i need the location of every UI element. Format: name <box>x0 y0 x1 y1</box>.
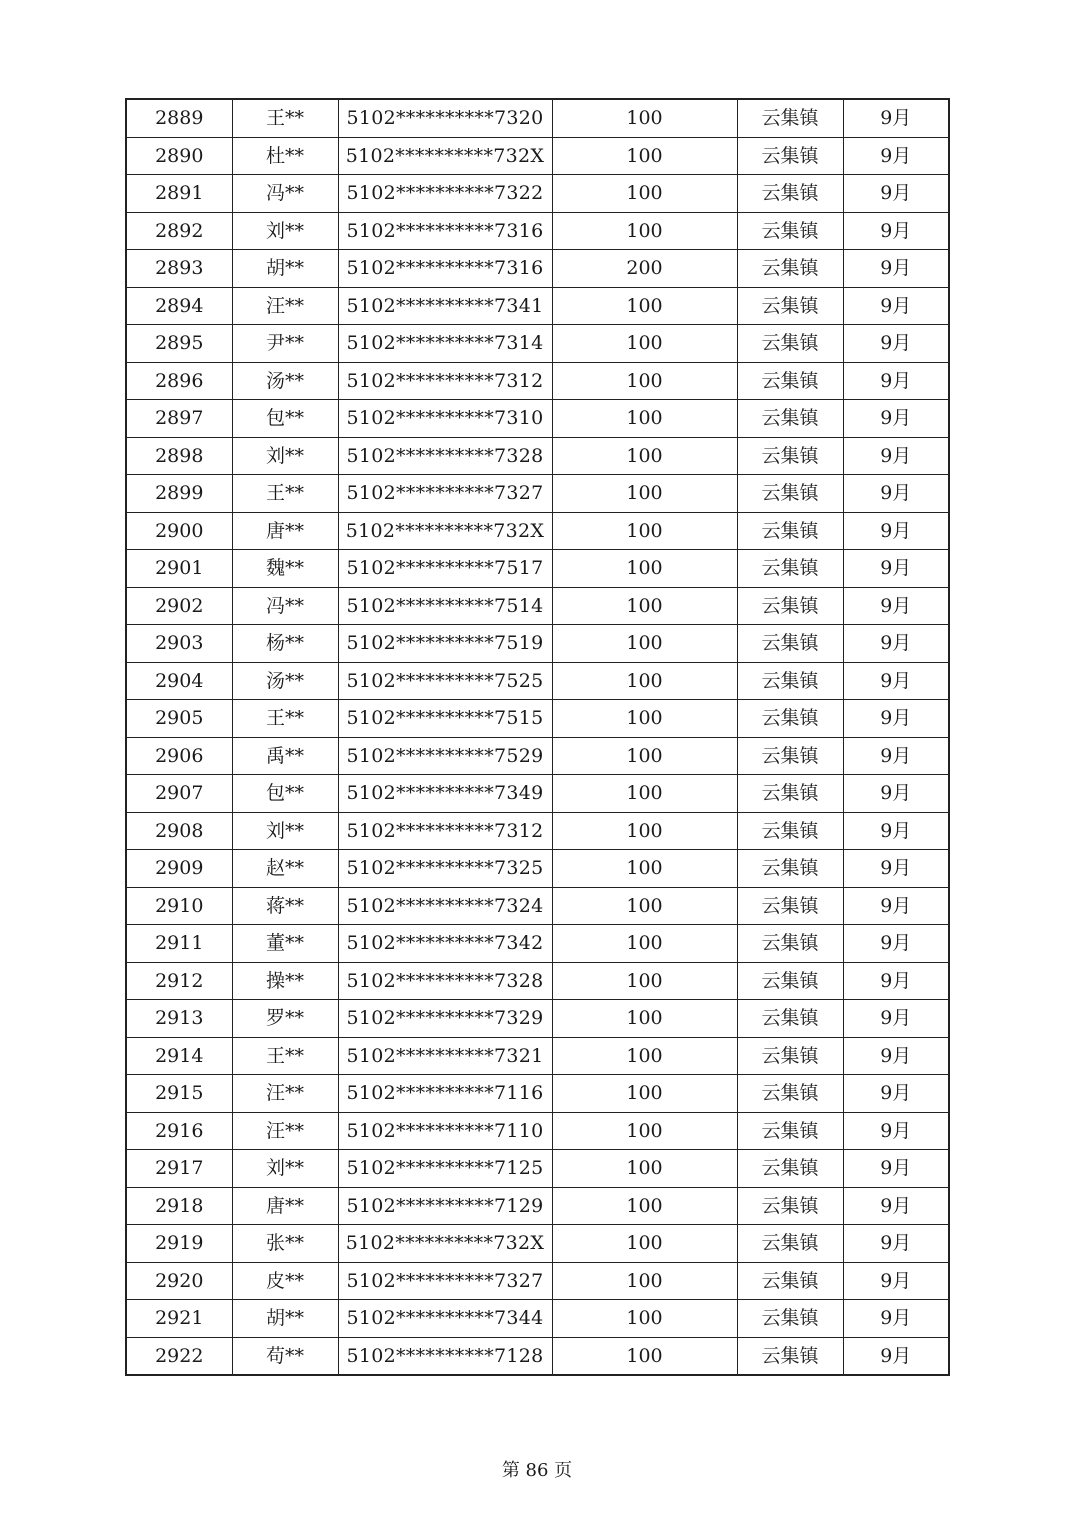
month-cell: 9月 <box>843 1112 949 1150</box>
amount-cell: 100 <box>552 850 737 888</box>
table-row <box>126 1337 949 1375</box>
table-row <box>126 962 949 1000</box>
month-cell: 9月 <box>843 1262 949 1300</box>
month-cell: 9月 <box>843 1225 949 1263</box>
amount-cell: 100 <box>552 1075 737 1113</box>
table-row <box>126 250 949 288</box>
id-number-cell: 5102**********732X <box>338 512 552 550</box>
table-row <box>126 1075 949 1113</box>
serial-number-cell: 2908 <box>126 812 232 850</box>
id-number-cell: 5102**********7514 <box>338 587 552 625</box>
id-number-cell: 5102**********7517 <box>338 550 552 588</box>
town-cell: 云集镇 <box>737 287 843 325</box>
id-number-cell: 5102**********7320 <box>338 99 552 137</box>
serial-number-cell: 2909 <box>126 850 232 888</box>
serial-number-cell: 2889 <box>126 99 232 137</box>
name-cell: 苟** <box>232 1337 338 1375</box>
town-cell: 云集镇 <box>737 325 843 363</box>
amount-cell: 100 <box>552 212 737 250</box>
table-row <box>126 325 949 363</box>
serial-number-cell: 2912 <box>126 962 232 1000</box>
town-cell: 云集镇 <box>737 1300 843 1338</box>
town-cell: 云集镇 <box>737 587 843 625</box>
town-cell: 云集镇 <box>737 400 843 438</box>
roster-table-body <box>126 99 949 1375</box>
table-row <box>126 587 949 625</box>
amount-cell: 100 <box>552 1262 737 1300</box>
serial-number-cell: 2890 <box>126 137 232 175</box>
amount-cell: 100 <box>552 400 737 438</box>
town-cell: 云集镇 <box>737 1000 843 1038</box>
town-cell: 云集镇 <box>737 99 843 137</box>
town-cell: 云集镇 <box>737 512 843 550</box>
amount-cell: 100 <box>552 512 737 550</box>
month-cell: 9月 <box>843 175 949 213</box>
town-cell: 云集镇 <box>737 362 843 400</box>
serial-number-cell: 2893 <box>126 250 232 288</box>
name-cell: 胡** <box>232 1300 338 1338</box>
month-cell: 9月 <box>843 400 949 438</box>
serial-number-cell: 2918 <box>126 1187 232 1225</box>
town-cell: 云集镇 <box>737 137 843 175</box>
town-cell: 云集镇 <box>737 925 843 963</box>
id-number-cell: 5102**********7322 <box>338 175 552 213</box>
serial-number-cell: 2894 <box>126 287 232 325</box>
table-row <box>126 437 949 475</box>
town-cell: 云集镇 <box>737 1075 843 1113</box>
month-cell: 9月 <box>843 1300 949 1338</box>
amount-cell: 100 <box>552 287 737 325</box>
serial-number-cell: 2891 <box>126 175 232 213</box>
amount-cell: 200 <box>552 250 737 288</box>
town-cell: 云集镇 <box>737 775 843 813</box>
table-row <box>126 737 949 775</box>
amount-cell: 100 <box>552 99 737 137</box>
serial-number-cell: 2911 <box>126 925 232 963</box>
name-cell: 罗** <box>232 1000 338 1038</box>
table-row <box>126 700 949 738</box>
month-cell: 9月 <box>843 512 949 550</box>
table-row <box>126 550 949 588</box>
name-cell: 尹** <box>232 325 338 363</box>
table-row <box>126 175 949 213</box>
town-cell: 云集镇 <box>737 1337 843 1375</box>
table-row <box>126 1187 949 1225</box>
town-cell: 云集镇 <box>737 250 843 288</box>
table-row <box>126 625 949 663</box>
name-cell: 汪** <box>232 1112 338 1150</box>
id-number-cell: 5102**********7128 <box>338 1337 552 1375</box>
month-cell: 9月 <box>843 1187 949 1225</box>
name-cell: 汪** <box>232 287 338 325</box>
table-row <box>126 400 949 438</box>
month-cell: 9月 <box>843 137 949 175</box>
name-cell: 皮** <box>232 1262 338 1300</box>
amount-cell: 100 <box>552 550 737 588</box>
table-row <box>126 99 949 137</box>
town-cell: 云集镇 <box>737 1225 843 1263</box>
town-cell: 云集镇 <box>737 212 843 250</box>
table-row <box>126 812 949 850</box>
amount-cell: 100 <box>552 475 737 513</box>
month-cell: 9月 <box>843 250 949 288</box>
serial-number-cell: 2892 <box>126 212 232 250</box>
month-cell: 9月 <box>843 662 949 700</box>
town-cell: 云集镇 <box>737 437 843 475</box>
month-cell: 9月 <box>843 362 949 400</box>
amount-cell: 100 <box>552 887 737 925</box>
amount-cell: 100 <box>552 775 737 813</box>
town-cell: 云集镇 <box>737 1262 843 1300</box>
table-row <box>126 1150 949 1188</box>
amount-cell: 100 <box>552 625 737 663</box>
name-cell: 禹** <box>232 737 338 775</box>
id-number-cell: 5102**********7519 <box>338 625 552 663</box>
amount-cell: 100 <box>552 700 737 738</box>
amount-cell: 100 <box>552 962 737 1000</box>
amount-cell: 100 <box>552 1337 737 1375</box>
town-cell: 云集镇 <box>737 812 843 850</box>
month-cell: 9月 <box>843 325 949 363</box>
month-cell: 9月 <box>843 1075 949 1113</box>
serial-number-cell: 2921 <box>126 1300 232 1338</box>
serial-number-cell: 2919 <box>126 1225 232 1263</box>
amount-cell: 100 <box>552 175 737 213</box>
id-number-cell: 5102**********7116 <box>338 1075 552 1113</box>
serial-number-cell: 2898 <box>126 437 232 475</box>
amount-cell: 100 <box>552 1187 737 1225</box>
name-cell: 包** <box>232 400 338 438</box>
town-cell: 云集镇 <box>737 1150 843 1188</box>
amount-cell: 100 <box>552 1300 737 1338</box>
name-cell: 汪** <box>232 1075 338 1113</box>
month-cell: 9月 <box>843 1000 949 1038</box>
name-cell: 唐** <box>232 512 338 550</box>
name-cell: 赵** <box>232 850 338 888</box>
serial-number-cell: 2901 <box>126 550 232 588</box>
month-cell: 9月 <box>843 587 949 625</box>
id-number-cell: 5102**********7125 <box>338 1150 552 1188</box>
table-row <box>126 1037 949 1075</box>
month-cell: 9月 <box>843 887 949 925</box>
serial-number-cell: 2917 <box>126 1150 232 1188</box>
serial-number-cell: 2914 <box>126 1037 232 1075</box>
id-number-cell: 5102**********7321 <box>338 1037 552 1075</box>
town-cell: 云集镇 <box>737 700 843 738</box>
serial-number-cell: 2905 <box>126 700 232 738</box>
serial-number-cell: 2920 <box>126 1262 232 1300</box>
name-cell: 王** <box>232 1037 338 1075</box>
month-cell: 9月 <box>843 850 949 888</box>
name-cell: 张** <box>232 1225 338 1263</box>
serial-number-cell: 2915 <box>126 1075 232 1113</box>
serial-number-cell: 2896 <box>126 362 232 400</box>
table-row <box>126 1225 949 1263</box>
id-number-cell: 5102**********7316 <box>338 250 552 288</box>
serial-number-cell: 2922 <box>126 1337 232 1375</box>
name-cell: 杜** <box>232 137 338 175</box>
name-cell: 魏** <box>232 550 338 588</box>
name-cell: 操** <box>232 962 338 1000</box>
name-cell: 刘** <box>232 437 338 475</box>
town-cell: 云集镇 <box>737 175 843 213</box>
town-cell: 云集镇 <box>737 550 843 588</box>
town-cell: 云集镇 <box>737 662 843 700</box>
id-number-cell: 5102**********7310 <box>338 400 552 438</box>
town-cell: 云集镇 <box>737 1037 843 1075</box>
id-number-cell: 5102**********7316 <box>338 212 552 250</box>
month-cell: 9月 <box>843 775 949 813</box>
name-cell: 董** <box>232 925 338 963</box>
id-number-cell: 5102**********7328 <box>338 962 552 1000</box>
id-number-cell: 5102**********7327 <box>338 475 552 513</box>
town-cell: 云集镇 <box>737 1112 843 1150</box>
name-cell: 王** <box>232 99 338 137</box>
id-number-cell: 5102**********7110 <box>338 1112 552 1150</box>
serial-number-cell: 2899 <box>126 475 232 513</box>
serial-number-cell: 2906 <box>126 737 232 775</box>
table-row <box>126 1300 949 1338</box>
amount-cell: 100 <box>552 737 737 775</box>
month-cell: 9月 <box>843 99 949 137</box>
amount-cell: 100 <box>552 1000 737 1038</box>
id-number-cell: 5102**********7325 <box>338 850 552 888</box>
town-cell: 云集镇 <box>737 962 843 1000</box>
table-row <box>126 475 949 513</box>
amount-cell: 100 <box>552 662 737 700</box>
month-cell: 9月 <box>843 437 949 475</box>
id-number-cell: 5102**********7328 <box>338 437 552 475</box>
serial-number-cell: 2895 <box>126 325 232 363</box>
town-cell: 云集镇 <box>737 737 843 775</box>
table-row <box>126 887 949 925</box>
amount-cell: 100 <box>552 1225 737 1263</box>
table-row <box>126 137 949 175</box>
id-number-cell: 5102**********7341 <box>338 287 552 325</box>
table-row <box>126 287 949 325</box>
serial-number-cell: 2897 <box>126 400 232 438</box>
name-cell: 蒋** <box>232 887 338 925</box>
serial-number-cell: 2900 <box>126 512 232 550</box>
serial-number-cell: 2913 <box>126 1000 232 1038</box>
month-cell: 9月 <box>843 737 949 775</box>
serial-number-cell: 2910 <box>126 887 232 925</box>
name-cell: 冯** <box>232 587 338 625</box>
amount-cell: 100 <box>552 325 737 363</box>
town-cell: 云集镇 <box>737 850 843 888</box>
id-number-cell: 5102**********7314 <box>338 325 552 363</box>
id-number-cell: 5102**********732X <box>338 137 552 175</box>
serial-number-cell: 2903 <box>126 625 232 663</box>
name-cell: 唐** <box>232 1187 338 1225</box>
table-row <box>126 512 949 550</box>
serial-number-cell: 2916 <box>126 1112 232 1150</box>
id-number-cell: 5102**********7327 <box>338 1262 552 1300</box>
amount-cell: 100 <box>552 1037 737 1075</box>
name-cell: 汤** <box>232 662 338 700</box>
amount-cell: 100 <box>552 587 737 625</box>
id-number-cell: 5102**********7312 <box>338 362 552 400</box>
month-cell: 9月 <box>843 700 949 738</box>
month-cell: 9月 <box>843 287 949 325</box>
serial-number-cell: 2907 <box>126 775 232 813</box>
table-row <box>126 775 949 813</box>
name-cell: 杨** <box>232 625 338 663</box>
table-row <box>126 362 949 400</box>
id-number-cell: 5102**********7312 <box>338 812 552 850</box>
amount-cell: 100 <box>552 925 737 963</box>
name-cell: 王** <box>232 700 338 738</box>
name-cell: 包** <box>232 775 338 813</box>
page-number: 第 86 页 <box>501 1460 573 1481</box>
id-number-cell: 5102**********7342 <box>338 925 552 963</box>
id-number-cell: 5102**********7329 <box>338 1000 552 1038</box>
amount-cell: 100 <box>552 137 737 175</box>
amount-cell: 100 <box>552 1112 737 1150</box>
month-cell: 9月 <box>843 550 949 588</box>
id-number-cell: 5102**********7129 <box>338 1187 552 1225</box>
town-cell: 云集镇 <box>737 475 843 513</box>
name-cell: 刘** <box>232 1150 338 1188</box>
month-cell: 9月 <box>843 1337 949 1375</box>
table-row <box>126 850 949 888</box>
name-cell: 刘** <box>232 212 338 250</box>
month-cell: 9月 <box>843 962 949 1000</box>
month-cell: 9月 <box>843 1037 949 1075</box>
amount-cell: 100 <box>552 812 737 850</box>
id-number-cell: 5102**********7324 <box>338 887 552 925</box>
name-cell: 汤** <box>232 362 338 400</box>
id-number-cell: 5102**********7349 <box>338 775 552 813</box>
amount-cell: 100 <box>552 1150 737 1188</box>
month-cell: 9月 <box>843 1150 949 1188</box>
id-number-cell: 5102**********7525 <box>338 662 552 700</box>
month-cell: 9月 <box>843 212 949 250</box>
table-row <box>126 1112 949 1150</box>
id-number-cell: 5102**********7344 <box>338 1300 552 1338</box>
name-cell: 王** <box>232 475 338 513</box>
table-row <box>126 1000 949 1038</box>
town-cell: 云集镇 <box>737 1187 843 1225</box>
amount-cell: 100 <box>552 362 737 400</box>
name-cell: 刘** <box>232 812 338 850</box>
id-number-cell: 5102**********7529 <box>338 737 552 775</box>
month-cell: 9月 <box>843 812 949 850</box>
month-cell: 9月 <box>843 925 949 963</box>
serial-number-cell: 2902 <box>126 587 232 625</box>
roster-table <box>125 98 950 1376</box>
id-number-cell: 5102**********7515 <box>338 700 552 738</box>
table-row <box>126 212 949 250</box>
table-row <box>126 925 949 963</box>
name-cell: 冯** <box>232 175 338 213</box>
amount-cell: 100 <box>552 437 737 475</box>
table-row <box>126 662 949 700</box>
town-cell: 云集镇 <box>737 887 843 925</box>
table-row <box>126 1262 949 1300</box>
town-cell: 云集镇 <box>737 625 843 663</box>
serial-number-cell: 2904 <box>126 662 232 700</box>
month-cell: 9月 <box>843 625 949 663</box>
id-number-cell: 5102**********732X <box>338 1225 552 1263</box>
month-cell: 9月 <box>843 475 949 513</box>
name-cell: 胡** <box>232 250 338 288</box>
